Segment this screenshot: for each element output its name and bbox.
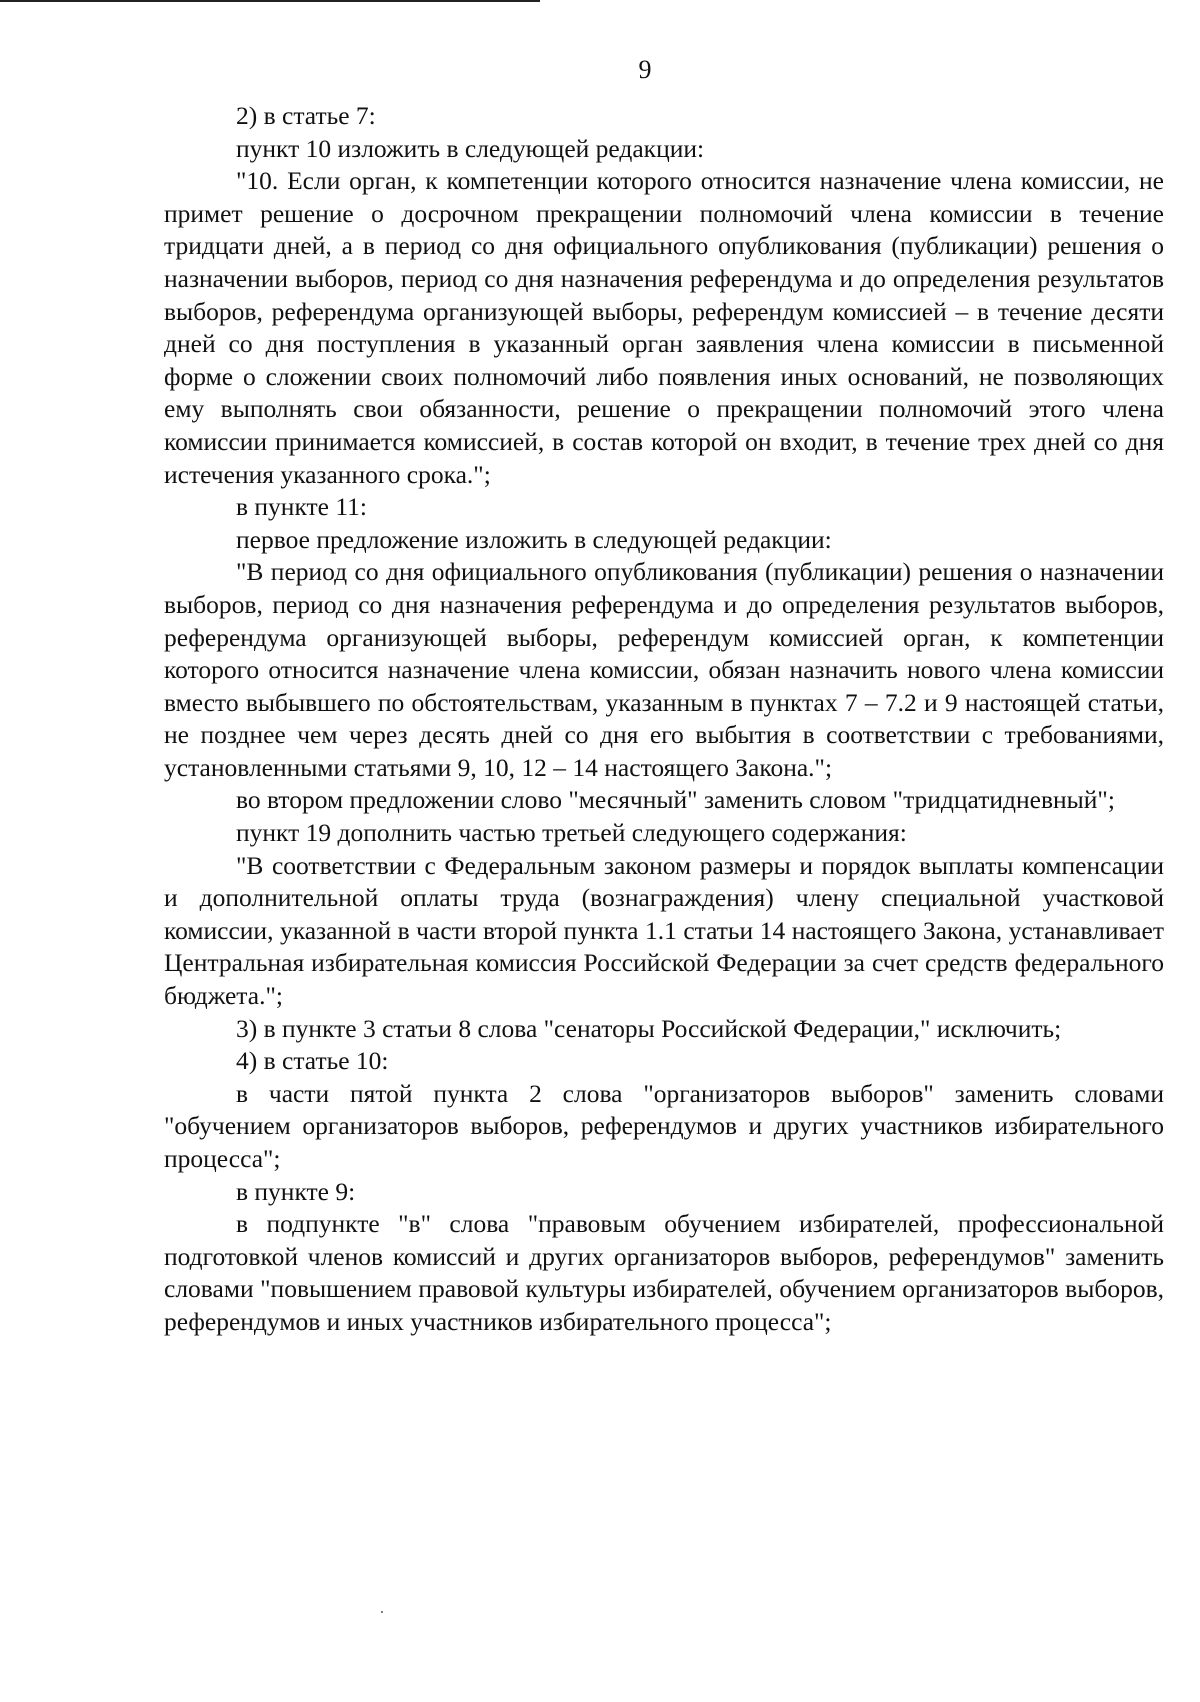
paragraph-item-19-intro: пункт 19 дополнить частью третьей следующего содержания: — [236, 818, 907, 848]
paragraph-article-10-heading: 4) в статье 10: — [236, 1046, 389, 1076]
paragraph-item-9-heading: в пункте 9: — [236, 1176, 356, 1206]
scan-speck — [381, 1611, 383, 1613]
paragraph-article-7-heading: 2) в статье 7: — [236, 101, 376, 130]
paragraph-first-sentence-text: "В период со дня официального опубликования (публикации) решения о назначении выборов, период со дня назначения референдума и до определения результатов выборов, референдума организующей выборы, референдум комиссией орган, к компетенции которого относится назначение члена комиссии, обязан назначить нового члена комиссии вместо выбывшего по обстоятельствам, указанным в пунктах 7 – 7.2 и 9 настоящей статьи, не позднее чем через десять дней со дня его выбытия в соответствии с требованиями, установленными статьями 9, 10, 12 – 14 настоящего Закона."; — [164, 557, 1164, 782]
paragraph-item-10-text: "10. Если орган, к компетенции которого относится назначение члена комиссии, не примет решение о досрочном прекращении полномочий члена комиссии в течение тридцати дней, а в период со дня официального опубликования (публикации) решения о назначении выборов, период со дня назначения референдума и до определения результатов выборов, референдума организующей выборы, референдум комиссией – в течение десяти дней со дня поступления в указанный орган заявления члена комиссии в письменной форме о сложении своих полномочий либо появления иных оснований, не позволяющих ему выполнять свои обязанности, решение о прекращении полномочий этого члена комиссии принимается комиссией, в состав которой он входит, в течение трех дней со дня истечения указанного срока."; — [164, 166, 1164, 489]
paragraph-subitem-v: в подпункте "в" слова "правовым обучением избирателей, профессиональной подготовкой членов комиссий и других организаторов выборов, референдумов" заменить словами "повышением правовой культуры избирателей, обучением организаторов выборов, референдумов и иных участников избирательного процесса"; — [164, 1209, 1164, 1336]
paragraph-item-2-part-5: в части пятой пункта 2 слова "организаторов выборов" заменить словами "обучением организаторов выборов, референдумов и других участников избирательного процесса"; — [164, 1078, 1164, 1173]
scan-edge-line — [0, 0, 540, 2]
paragraph-first-sentence-intro: первое предложение изложить в следующей редакции: — [236, 524, 832, 554]
body-text — [164, 100, 1164, 1339]
page-number: 9 — [638, 55, 652, 84]
paragraph-item-11-heading: в пункте 11: — [236, 492, 367, 522]
paragraph-second-sentence: во втором предложении слово "месячный" заменить словом "тридцатидневный"; — [236, 785, 1115, 815]
paragraph-item-10-intro: пункт 10 изложить в следующей редакции: — [236, 133, 705, 163]
paragraph-article-8: 3) в пункте 3 статьи 8 слова "сенаторы Российской Федерации," исключить; — [236, 1013, 1062, 1043]
paragraph-item-19-text: "В соответствии с Федеральным законом размеры и порядок выплаты компенсации и дополнительной оплаты труда (вознаграждения) члену специальной участковой комиссии, указанной в части второй пункта 1.1 статьи 14 настоящего Закона, устанавливает Центральная избирательная комиссия Российской Федерации за счет средств федерального бюджета."; — [164, 850, 1164, 1011]
